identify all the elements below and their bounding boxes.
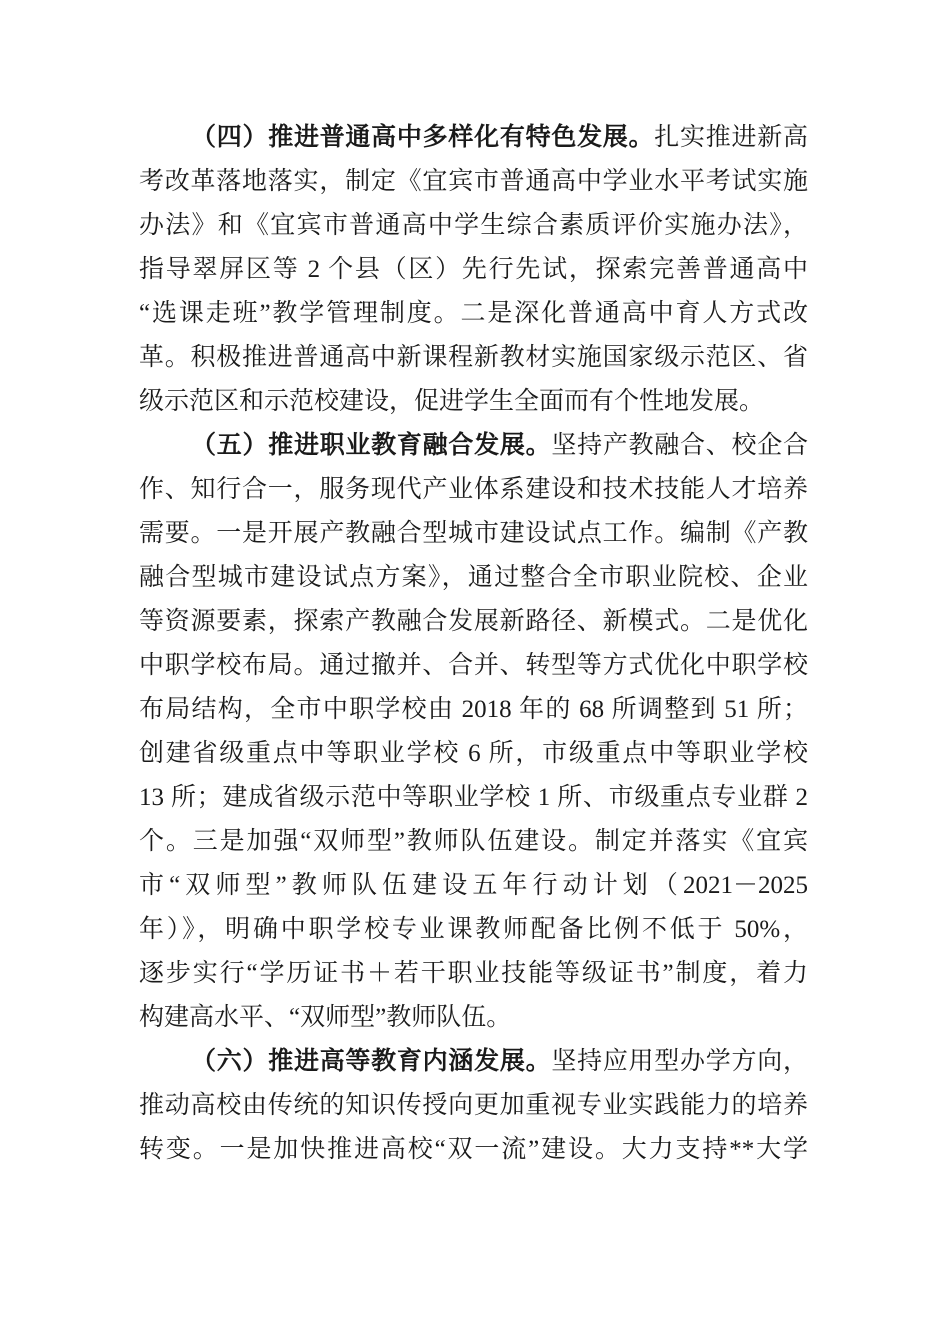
body-text: 坚持应用型办学方向， — [551, 1048, 808, 1075]
body-text: 考改革落地落实，制定《宜宾市普通高中学业水平考试实施 — [139, 168, 808, 195]
body-text: 年）》，明确中职学校专业课教师配备比例不低于 50%， — [139, 916, 808, 943]
body-text: 级示范区和示范校建设，促进学生全面而有个性地发展。 — [139, 388, 765, 415]
text-line — [139, 512, 808, 556]
body-text: 构建高水平、“双师型”教师队伍。 — [139, 1004, 512, 1031]
text-line — [139, 160, 808, 204]
text-line — [139, 556, 808, 600]
text-line — [139, 1128, 808, 1172]
text-line — [139, 424, 808, 468]
text-line — [139, 952, 808, 996]
text-line — [139, 336, 808, 380]
section-heading-text: （五）推进职业教育融合发展。 — [191, 432, 552, 459]
body-text: 中职学校布局。通过撤并、合并、转型等方式优化中职学校 — [139, 652, 808, 679]
body-text: 逐步实行“学历证书＋若干职业技能等级证书”制度，着力 — [139, 960, 808, 987]
text-line — [139, 996, 808, 1040]
text-line — [139, 1084, 808, 1128]
body-text: 作、知行合一，服务现代产业体系建设和技术技能人才培养 — [139, 476, 808, 503]
body-text: 推动高校由传统的知识传授向更加重视专业实践能力的培养 — [139, 1092, 808, 1119]
text-line — [139, 204, 808, 248]
body-text: 13 所；建成省级示范中等职业学校 1 所、市级重点专业群 2 — [139, 784, 808, 811]
body-text: 转变。一是加快推进高校“双一流”建设。大力支持**大学 — [139, 1136, 808, 1163]
text-line — [139, 1040, 808, 1084]
text-line — [139, 864, 808, 908]
text-line — [139, 820, 808, 864]
body-text: 个。三是加强“双师型”教师队伍建设。制定并落实《宜宾 — [139, 828, 808, 855]
body-text: 市“双师型”教师队伍建设五年行动计划（2021－2025 — [139, 872, 808, 899]
text-line — [139, 600, 808, 644]
section-heading-text: （六）推进高等教育内涵发展。 — [191, 1048, 552, 1075]
body-text: 创建省级重点中等职业学校 6 所，市级重点中等职业学校 — [139, 740, 808, 767]
text-line — [139, 248, 808, 292]
text-line — [139, 292, 808, 336]
text-line — [139, 468, 808, 512]
body-text: 等资源要素，探索产教融合发展新路径、新模式。二是优化 — [139, 608, 808, 635]
text-block — [139, 116, 808, 1172]
text-line — [139, 116, 808, 160]
text-line — [139, 644, 808, 688]
text-line — [139, 380, 808, 424]
body-text: 布局结构，全市中职学校由 2018 年的 68 所调整到 51 所； — [139, 696, 808, 723]
text-line — [139, 732, 808, 776]
text-line — [139, 688, 808, 732]
body-text: 坚持产教融合、校企合 — [551, 432, 808, 459]
body-text: 融合型城市建设试点方案》，通过整合全市职业院校、企业 — [139, 564, 808, 591]
body-text: 指导翠屏区等 2 个县（区）先行先试，探索完善普通高中 — [139, 256, 808, 283]
body-text: 扎实推进新高 — [654, 124, 808, 151]
paragraph-section-6 — [139, 1040, 808, 1172]
section-heading-text: （四）推进普通高中多样化有特色发展。 — [191, 124, 655, 151]
body-text: 需要。一是开展产教融合型城市建设试点工作。编制《产教 — [139, 520, 808, 547]
body-text: “选课走班”教学管理制度。二是深化普通高中育人方式改 — [139, 300, 808, 327]
paragraph-section-4 — [139, 116, 808, 424]
body-text: 革。积极推进普通高中新课程新教材实施国家级示范区、省 — [139, 344, 808, 371]
text-line — [139, 908, 808, 952]
body-text: 办法》和《宜宾市普通高中学生综合素质评价实施办法》， — [139, 212, 808, 239]
text-line — [139, 776, 808, 820]
paragraph-section-5 — [139, 424, 808, 1040]
